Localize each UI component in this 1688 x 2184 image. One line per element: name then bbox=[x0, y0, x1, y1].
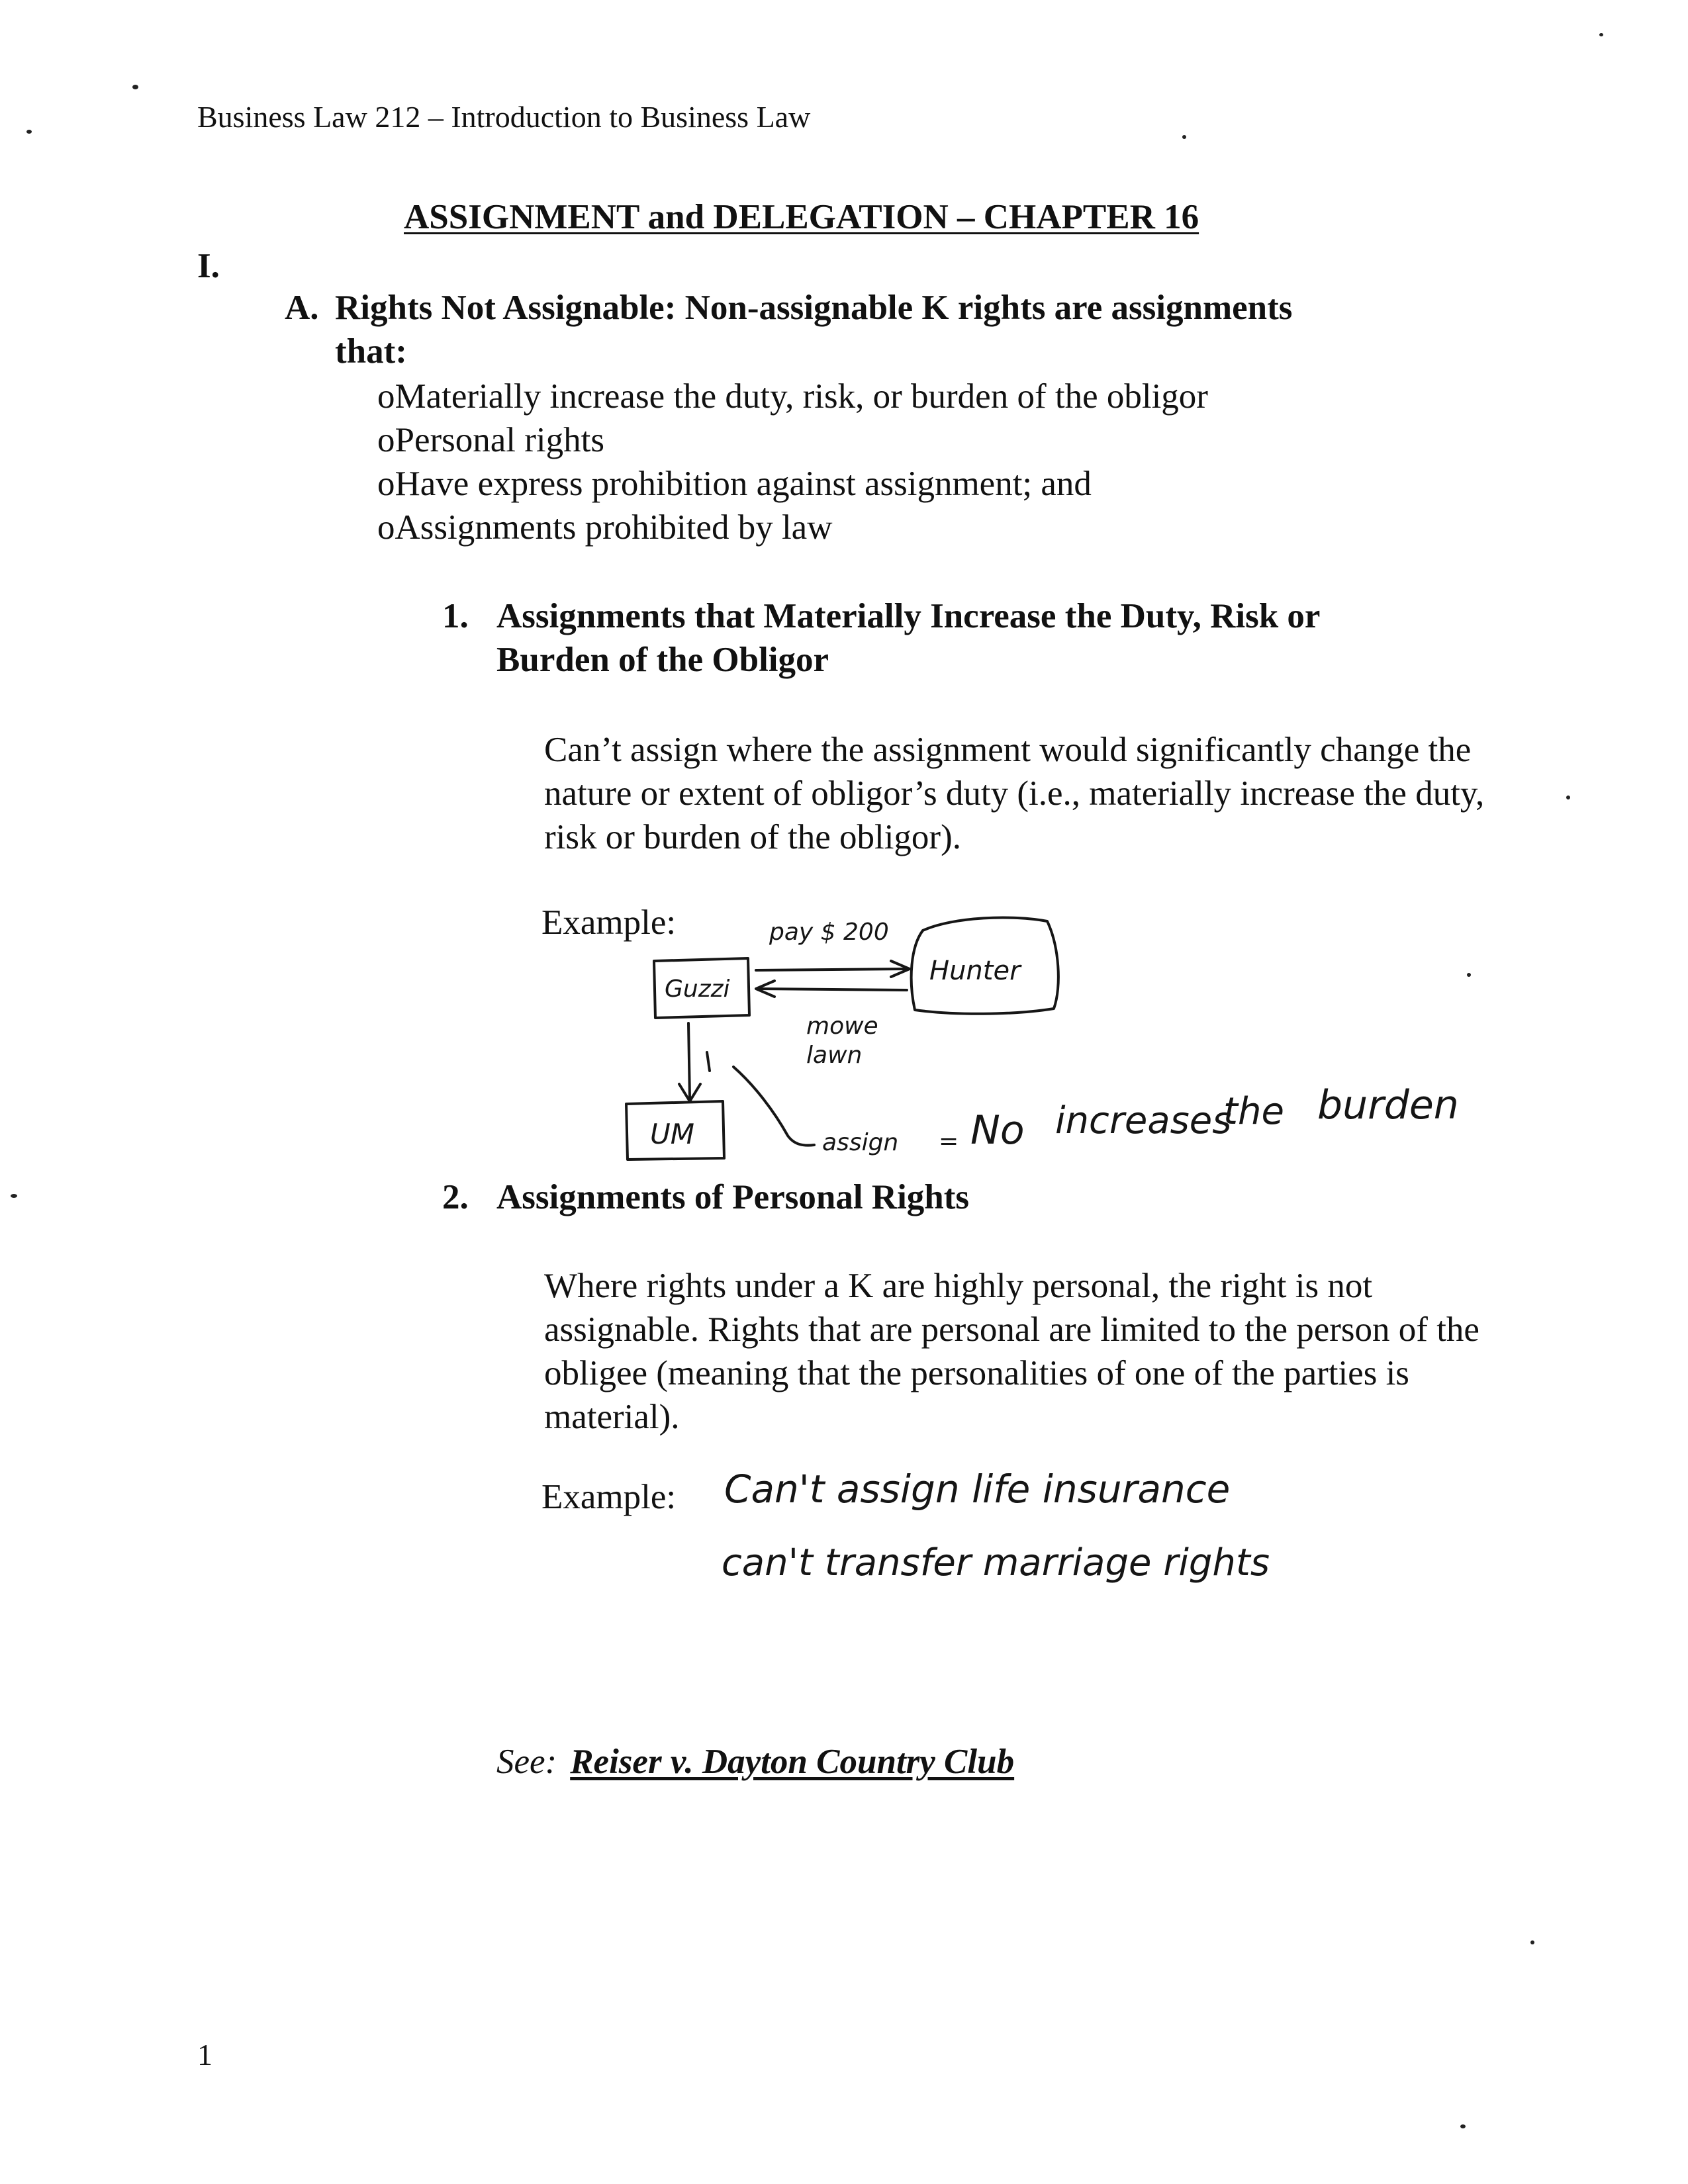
scan-speck bbox=[26, 130, 32, 134]
hand-mow-text: mowe bbox=[806, 1013, 878, 1040]
subsection-2-line1 bbox=[442, 1175, 1435, 1219]
arrow-down-head bbox=[679, 1084, 700, 1101]
scan-speck bbox=[11, 1194, 17, 1198]
scan-speck bbox=[1599, 33, 1603, 36]
hand-burden-text: burden bbox=[1317, 1082, 1459, 1128]
subsection-1-heading-text: Assignments that Materially Increase the Duty, Risk or bbox=[496, 597, 1321, 635]
subsection-2-number: 2. bbox=[442, 1178, 469, 1216]
scan-speck bbox=[132, 85, 138, 89]
subsection-1-number: 1. bbox=[442, 597, 469, 635]
scan-speck bbox=[1182, 135, 1186, 139]
hand-the-text: the bbox=[1223, 1090, 1284, 1133]
scan-speck bbox=[1530, 1940, 1534, 1944]
hand-assign-text: assign bbox=[822, 1129, 899, 1156]
guzzi-box bbox=[654, 958, 749, 1018]
outline-roman-numeral: I. bbox=[197, 247, 220, 285]
hand-pay-text: pay $ 200 bbox=[769, 919, 889, 946]
arrow-down-tick bbox=[707, 1052, 710, 1071]
section-a-heading-text: Rights Not Assignable: Non-assignable K rights are assignments bbox=[335, 289, 1293, 327]
subsection-1-line1 bbox=[442, 594, 1435, 638]
case-name-link: Reiser v. Dayton Country Club bbox=[570, 1743, 1015, 1781]
arrow-left-line bbox=[757, 989, 907, 990]
hand-increases-text: increases bbox=[1055, 1099, 1232, 1142]
section-a-line2: that: bbox=[335, 332, 407, 371]
section-a-bullet-list bbox=[377, 375, 1208, 549]
hand-hunter-text: Hunter bbox=[929, 956, 1021, 986]
subsection-2-heading bbox=[442, 1175, 1435, 1219]
section-a-heading bbox=[285, 286, 1542, 373]
subsection-2-example-label: Example: bbox=[541, 1478, 677, 1516]
arrow-right-line bbox=[756, 969, 908, 970]
case-reference bbox=[496, 1742, 1014, 1782]
hand-example2-line1: Can't assign life insurance bbox=[724, 1467, 1231, 1512]
arrow-right-head bbox=[891, 961, 910, 977]
hand-guzzi-text: Guzzi bbox=[665, 976, 730, 1003]
course-header: Business Law 212 – Introduction to Business Law bbox=[197, 100, 811, 134]
hand-um-text: UM bbox=[650, 1118, 694, 1150]
hunter-box bbox=[912, 917, 1058, 1013]
subsection-2-paragraph: Where rights under a K are highly personal, the right is not assignable. Rights that are personal are limited to the person of the obligee (meaning that the personalities of one of the parties is material). bbox=[544, 1267, 1479, 1436]
see-label: See: bbox=[496, 1743, 557, 1781]
hand-equals-text: = bbox=[939, 1128, 959, 1155]
scan-speck bbox=[1566, 796, 1570, 799]
um-box bbox=[626, 1101, 724, 1160]
page-number: 1 bbox=[197, 2038, 212, 2071]
bullet-item: oMaterially increase the duty, risk, or burden of the obligor bbox=[377, 377, 1208, 416]
bullet-item: oPersonal rights bbox=[377, 421, 604, 459]
subsection-1-paragraph: Can’t assign where the assignment would significantly change the nature or extent of obligor’s duty (i.e., materially increase the duty, risk or burden of the obligor). bbox=[544, 731, 1485, 856]
subsection-1-example-label: Example: bbox=[541, 903, 677, 942]
scan-speck bbox=[1460, 2124, 1466, 2128]
scan-speck bbox=[1467, 973, 1471, 977]
subsection-1-line2: Burden of the Obligor bbox=[496, 641, 829, 679]
hand-lawn-text: lawn bbox=[806, 1042, 863, 1069]
subsection-1-heading bbox=[442, 594, 1435, 682]
arrow-down-line bbox=[688, 1023, 690, 1099]
section-a-line1 bbox=[285, 286, 1542, 330]
assign-curve bbox=[733, 1067, 814, 1146]
arrow-left-head bbox=[756, 981, 774, 997]
bullet-item: oAssignments prohibited by law bbox=[377, 508, 833, 547]
bullet-item: oHave express prohibition against assignment; and bbox=[377, 465, 1092, 503]
page-title: ASSIGNMENT and DELEGATION – CHAPTER 16 bbox=[404, 198, 1199, 236]
hand-example2-line2: can't transfer marriage rights bbox=[722, 1541, 1270, 1584]
subsection-2-heading-text: Assignments of Personal Rights bbox=[496, 1178, 970, 1216]
hand-no-text: No bbox=[970, 1107, 1025, 1154]
section-a-label: A. bbox=[285, 289, 319, 327]
